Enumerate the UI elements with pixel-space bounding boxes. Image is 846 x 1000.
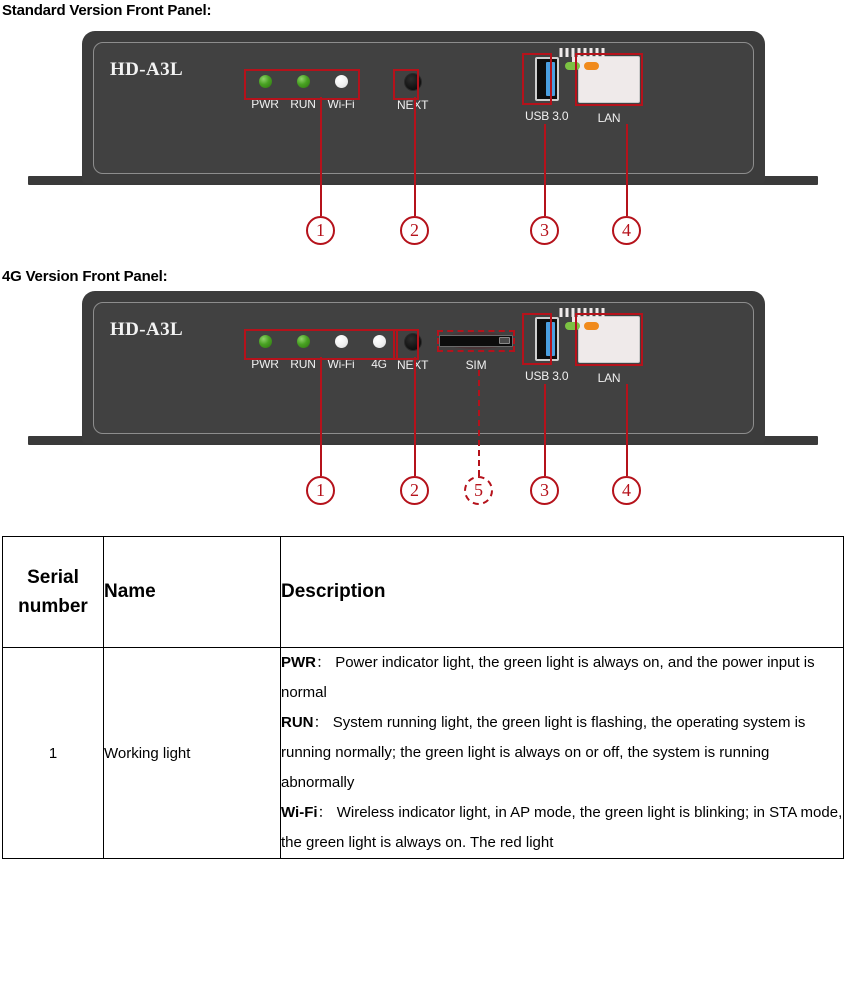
- annotation-box-sim: [437, 330, 515, 352]
- wifi-label: Wi-Fi: [327, 97, 355, 111]
- cell-description: [281, 648, 844, 859]
- wifi-label: Wi-Fi: [327, 357, 355, 371]
- table-row: [3, 648, 844, 859]
- run-label: RUN: [290, 357, 316, 371]
- separator-pwr: ：: [316, 654, 332, 671]
- callout-3: 3: [530, 216, 559, 245]
- cell-name: Working light: [104, 648, 281, 859]
- separator-wifi: ：: [317, 804, 333, 821]
- run-label: RUN: [290, 97, 316, 111]
- callout-1: 1: [306, 476, 335, 505]
- usb-label: USB 3.0: [525, 369, 569, 383]
- annotation-box-lan: [575, 313, 643, 366]
- callout-4: 4: [612, 216, 641, 245]
- description-paragraph-pwr: [281, 648, 843, 708]
- description-text-run: System running light, the green light is flashing, the operating system is running normally; the green light is always on or off, the system is running abnormally: [281, 714, 806, 791]
- leader-line-4: [626, 384, 628, 476]
- callout-2: 2: [400, 216, 429, 245]
- term-run: RUN: [281, 714, 314, 731]
- table-header-row: [3, 537, 844, 648]
- leader-line-2: [414, 357, 416, 476]
- heading-standard-version: Standard Version Front Panel:: [2, 2, 212, 19]
- brand-logo: HD-A3L: [110, 59, 184, 80]
- callout-4: 4: [612, 476, 641, 505]
- annotation-box-leds: [244, 329, 398, 360]
- leader-line-2: [414, 97, 416, 216]
- device-chassis: [82, 291, 765, 443]
- callout-5: 5: [464, 476, 493, 505]
- lan-label: LAN: [597, 111, 621, 125]
- leader-line-5: [478, 370, 480, 476]
- leader-line-3: [544, 384, 546, 476]
- pwr-label: PWR: [251, 357, 279, 371]
- 4g-version-diagram: [0, 288, 846, 518]
- column-header-description: Description: [281, 537, 844, 648]
- heading-4g-version: 4G Version Front Panel:: [2, 268, 168, 285]
- device-chassis: [82, 31, 765, 183]
- annotation-box-next: [393, 69, 419, 100]
- annotation-box-leds: [244, 69, 360, 100]
- usb-label: USB 3.0: [525, 109, 569, 123]
- sim-label: SIM: [465, 358, 487, 372]
- annotation-box-usb: [522, 53, 552, 105]
- column-header-name: Name: [104, 537, 281, 648]
- callout-1: 1: [306, 216, 335, 245]
- cell-serial-number: 1: [3, 648, 104, 859]
- term-pwr: PWR: [281, 654, 316, 671]
- leader-line-3: [544, 124, 546, 216]
- annotation-box-usb: [522, 313, 552, 365]
- standard-version-diagram: [0, 28, 846, 258]
- panel-specification-table: [2, 536, 844, 859]
- description-text-pwr: Power indicator light, the green light is always on, and the power input is normal: [281, 654, 815, 701]
- column-header-serial-number: Serial number: [3, 537, 104, 648]
- leader-line-4: [626, 124, 628, 216]
- description-text-wifi: Wireless indicator light, in AP mode, the green light is blinking; in STA mode, the green light is always on. The red light: [281, 804, 843, 851]
- leader-line-1: [320, 357, 322, 476]
- callout-2: 2: [400, 476, 429, 505]
- next-label: NEXT: [397, 98, 429, 112]
- description-paragraph-wifi: [281, 798, 843, 858]
- brand-logo: HD-A3L: [110, 319, 184, 340]
- separator-run: ：: [313, 714, 329, 731]
- annotation-box-next: [393, 329, 419, 360]
- next-label: NEXT: [397, 358, 429, 372]
- lan-label: LAN: [597, 371, 621, 385]
- callout-3: 3: [530, 476, 559, 505]
- description-paragraph-run: [281, 708, 843, 798]
- 4g-label: 4G: [371, 357, 387, 371]
- term-wifi: Wi-Fi: [281, 804, 318, 821]
- pwr-label: PWR: [251, 97, 279, 111]
- annotation-box-lan: [575, 53, 643, 106]
- leader-line-1: [320, 97, 322, 216]
